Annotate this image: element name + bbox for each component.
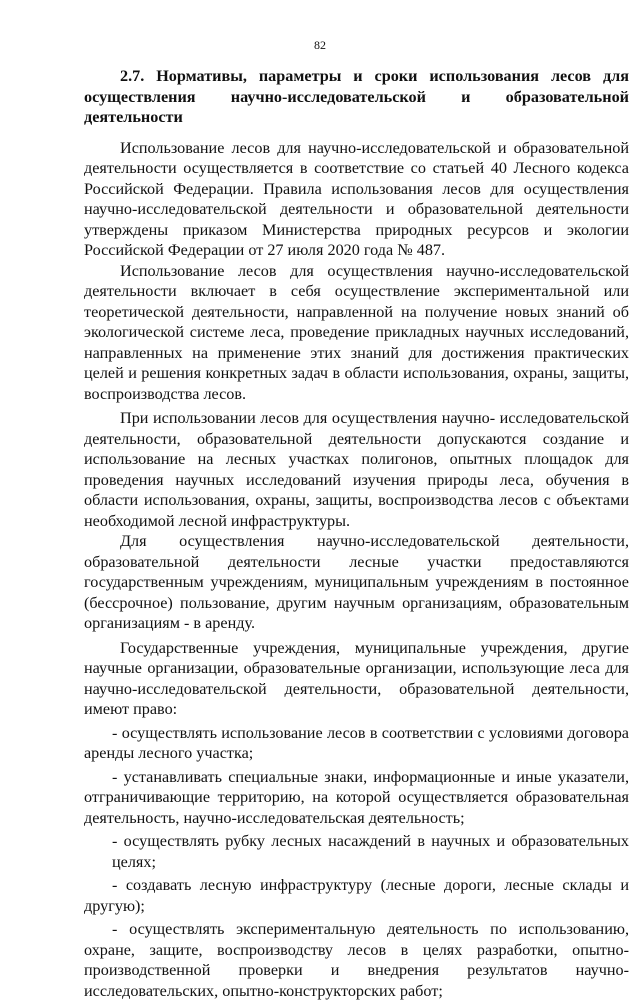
list-item: - осуществлять экспериментальную деятельность по использованию, охране, защите, воспроизводству лесов в целях разработки, опытно-производственной проверки и внедрения результатов научно-исследовательских, опытно-конструкторских работ; <box>84 920 629 1000</box>
paragraph: Использование лесов для научно-исследовательской и образовательной деятельности осуществляется в соответствие со статьей 40 Лесного кодекса Российской Федерации. Правила использования лесов для осуществления научно-исследовательской деятельности и образовательной деятельности утверждены приказом Министерства природных ресурсов и экологии Российской Федерации от 27 июля 2020 года № 487. <box>84 138 629 259</box>
list-item: - создавать лесную инфраструктуру (лесные дороги, лесные склады и другую); <box>84 876 629 915</box>
paragraph: При использовании лесов для осуществления научно- исследовательской деятельности, образовательной деятельности допускаются создание и использование на лесных участках полигонов, опытных площадок для проведения научных исследований изучения природы леса, обучения в области использования, охраны, защиты, воспроизводства лесов с объектами необходимой лесной инфраструктуры. <box>84 409 629 530</box>
paragraph: Для осуществления научно-исследовательской деятельности, образовательной деятельности лесные участки предоставляются государственным учреждениям, муниципальным учреждениям в постоянное (бессрочное) пользование, другим научным организациям, образовательным организациям - в аренду. <box>84 532 629 632</box>
paragraph: Использование лесов для осуществления научно-исследовательской деятельности включает в себя осуществление экспериментальной или теоретической деятельности, направленной на получение новых знаний об экологической системе леса, проведение прикладных научных исследований, направленных на применение этих знаний для достижения практических целей и решения конкретных задач в области использования, охраны, защиты, воспроизводства лесов. <box>84 261 629 403</box>
list-item: - осуществлять использование лесов в соответствии с условиями договора аренды лесного участка; <box>84 723 629 762</box>
page-content <box>84 66 629 1001</box>
page-number: 82 <box>314 38 326 52</box>
list-item: - устанавливать специальные знаки, информационные и иные указатели, отграничивающие территорию, на которой осуществляется образовательная деятельность, научно-исследовательская деятельность; <box>84 767 629 827</box>
paragraph: Государственные учреждения, муниципальные учреждения, другие научные организации, образовательные организации, использующие леса для научно-исследовательской деятельности, образовательной деятельности, имеют право: <box>84 638 629 718</box>
list-item: - осуществлять рубку лесных насаждений в научных и образовательных целях; <box>112 832 629 871</box>
section-heading: 2.7. Нормативы, параметры и сроки использования лесов для осуществления научно-исследовательской и образовательной деятельности <box>84 67 629 126</box>
